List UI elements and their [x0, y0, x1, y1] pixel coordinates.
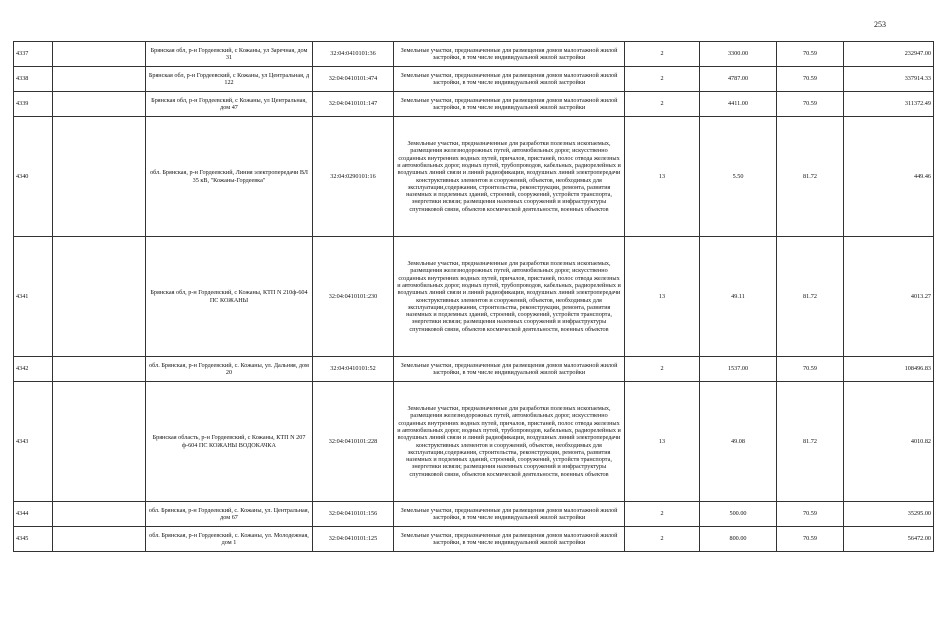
land-use-cell: Земельные участки, предназначенные для размещения домов малоэтажной жилой застройки, в том числе индивидуальной жилой застройки [394, 527, 625, 552]
cadastral-number-cell: 32:04:0410101:474 [313, 67, 394, 92]
cadastral-number-cell: 32:04:0410101:228 [313, 382, 394, 502]
land-use-cell: Земельные участки, предназначенные для размещения домов малоэтажной жилой застройки, в том числе индивидуальной жилой застройки [394, 67, 625, 92]
rate-cell: 81.72 [777, 117, 844, 237]
row-number: 4342 [14, 357, 53, 382]
category-cell: 2 [625, 527, 700, 552]
empty-cell [53, 237, 146, 357]
address-cell: Брянская обл, р-н Гордеевский, с Кожаны, КТП N 210ф-604 ПС КОЖАНЫ [146, 237, 313, 357]
address-cell: обл. Брянская, р-н Гордеевский, с. Кожаны, ул. Молодежная, дом 1 [146, 527, 313, 552]
table-row [14, 527, 934, 552]
land-use-cell: Земельные участки, предназначенные для размещения домов малоэтажной жилой застройки, в том числе индивидуальной жилой застройки [394, 92, 625, 117]
empty-cell [53, 502, 146, 527]
address-cell: Брянская обл, р-н Гордеевский, с Кожаны, ул Заречная, дом 31 [146, 42, 313, 67]
table-row [14, 92, 934, 117]
land-use-cell: Земельные участки, предназначенные для разработки полезных ископаемых, размещения железнодорожных путей, автомобильных дорог, искусственно созданных внутренних водных путей, причалов, пристаней, полос отвода железных и автомобильных дорог, водных путей, трубопроводов, кабельных, радиорелейных и воздушных линий связи и линий радиофикации, воздушных линий электропередачи конструктивных элементов и сооружений, объектов, необходимых для эксплуатации,содержания, строительства, реконструкции, ремонта, развития наземных и подземных зданий, строений, сооружений, устройств транспорта, энергетики исвязи; размещения наземных сооружений и инфраструктуры спутниковой связи, объектов космической деятельности, военных объектов [394, 382, 625, 502]
empty-cell [53, 117, 146, 237]
cadastral-number-cell: 32:04:0410101:125 [313, 527, 394, 552]
address-cell: обл. Брянская, р-н Гордеевский, с. Кожаны, ул. Дальняя, дом 20 [146, 357, 313, 382]
address-cell: Брянская область, р-н Гордеевский, с Кожаны, КТП N 207 ф-604 ПС КОЖАНЫ ВОДОКАЧКА [146, 382, 313, 502]
table-row [14, 502, 934, 527]
address-cell: обл. Брянская, р-н Гордеевский, с. Кожаны, ул. Центральная, дом 67 [146, 502, 313, 527]
rate-cell: 70.59 [777, 527, 844, 552]
row-number: 4344 [14, 502, 53, 527]
area-cell: 3300.00 [700, 42, 777, 67]
empty-cell [53, 527, 146, 552]
area-cell: 4411.00 [700, 92, 777, 117]
category-cell: 2 [625, 357, 700, 382]
cost-cell: 4010.82 [844, 382, 934, 502]
category-cell: 13 [625, 237, 700, 357]
land-use-cell: Земельные участки, предназначенные для размещения домов малоэтажной жилой застройки, в том числе индивидуальной жилой застройки [394, 357, 625, 382]
empty-cell [53, 382, 146, 502]
rate-cell: 70.59 [777, 357, 844, 382]
row-number: 4343 [14, 382, 53, 502]
area-cell: 4787.00 [700, 67, 777, 92]
cost-cell: 56472.00 [844, 527, 934, 552]
rate-cell: 70.59 [777, 92, 844, 117]
empty-cell [53, 357, 146, 382]
address-cell: Брянская обл, р-н Гордеевский, с Кожаны, ул Центральная, дом 47 [146, 92, 313, 117]
land-use-cell: Земельные участки, предназначенные для разработки полезных ископаемых, размещения железнодорожных путей, автомобильных дорог, искусственно созданных внутренних водных путей, причалов, пристаней, полос отвода железных и автомобильных дорог, водных путей, трубопроводов, кабельных, радиорелейных и воздушных линий связи и линий радиофикации, воздушных линий электропередачи конструктивных элементов и сооружений, объектов, необходимых для эксплуатации,содержания, строительства, реконструкции, ремонта, развития наземных и подземных зданий, строений, сооружений, устройств транспорта, энергетики исвязи; размещения наземных сооружений и инфраструктуры спутниковой связи, объектов космической деятельности, военных объектов [394, 237, 625, 357]
rate-cell: 81.72 [777, 237, 844, 357]
table-row [14, 237, 934, 357]
address-cell: обл. Брянская, р-н Гордеевский, Линия электропередачи ВЛ 35 кВ, "Кожаны-Гордеевка" [146, 117, 313, 237]
area-cell: 500.00 [700, 502, 777, 527]
cadastral-number-cell: 32:04:0410101:156 [313, 502, 394, 527]
cadastral-number-cell: 32:04:0410101:147 [313, 92, 394, 117]
area-cell: 800.00 [700, 527, 777, 552]
cost-cell: 108496.83 [844, 357, 934, 382]
land-use-cell: Земельные участки, предназначенные для размещения домов малоэтажной жилой застройки, в том числе индивидуальной жилой застройки [394, 42, 625, 67]
category-cell: 13 [625, 382, 700, 502]
rate-cell: 70.59 [777, 67, 844, 92]
row-number: 4341 [14, 237, 53, 357]
category-cell: 2 [625, 92, 700, 117]
table-row [14, 357, 934, 382]
row-number: 4337 [14, 42, 53, 67]
empty-cell [53, 42, 146, 67]
table-row [14, 67, 934, 92]
category-cell: 2 [625, 42, 700, 67]
cadastral-number-cell: 32:04:0410101:36 [313, 42, 394, 67]
row-number: 4339 [14, 92, 53, 117]
area-cell: 1537.00 [700, 357, 777, 382]
row-number: 4345 [14, 527, 53, 552]
row-number: 4338 [14, 67, 53, 92]
empty-cell [53, 92, 146, 117]
table-row [14, 42, 934, 67]
area-cell: 49.08 [700, 382, 777, 502]
rate-cell: 70.59 [777, 502, 844, 527]
category-cell: 13 [625, 117, 700, 237]
cost-cell: 337914.33 [844, 67, 934, 92]
cost-cell: 35295.00 [844, 502, 934, 527]
cadastral-number-cell: 32:04:0410101:52 [313, 357, 394, 382]
cadastral-number-cell: 32:04:0410101:230 [313, 237, 394, 357]
land-use-cell: Земельные участки, предназначенные для разработки полезных ископаемых, размещения железнодорожных путей, автомобильных дорог, искусственно созданных внутренних водных путей, причалов, пристаней, полос отвода железных и автомобильных дорог, водных путей, трубопроводов, кабельных, радиорелейных и воздушных линий связи и линий радиофикации, воздушных линий электропередачи конструктивных элементов и сооружений, объектов, необходимых для эксплуатации,содержания, строительства, реконструкции, ремонта, развития наземных и подземных зданий, строений, сооружений, устройств транспорта, энергетики исвязи; размещения наземных сооружений и инфраструктуры спутниковой связи, объектов космической деятельности, военных объектов [394, 117, 625, 237]
category-cell: 2 [625, 502, 700, 527]
area-cell: 5.50 [700, 117, 777, 237]
rate-cell: 81.72 [777, 382, 844, 502]
rate-cell: 70.59 [777, 42, 844, 67]
area-cell: 49.11 [700, 237, 777, 357]
land-use-cell: Земельные участки, предназначенные для размещения домов малоэтажной жилой застройки, в том числе индивидуальной жилой застройки [394, 502, 625, 527]
cost-cell: 4013.27 [844, 237, 934, 357]
address-cell: Брянская обл, р-н Гордеевский, с Кожаны, ул Центральная, д 122 [146, 67, 313, 92]
table-row [14, 382, 934, 502]
cost-cell: 449.46 [844, 117, 934, 237]
category-cell: 2 [625, 67, 700, 92]
row-number: 4340 [14, 117, 53, 237]
page-number: 253 [874, 20, 886, 29]
land-registry-table [13, 41, 934, 552]
table-row [14, 117, 934, 237]
cost-cell: 311372.49 [844, 92, 934, 117]
empty-cell [53, 67, 146, 92]
cost-cell: 232947.00 [844, 42, 934, 67]
cadastral-number-cell: 32:04:0290101:16 [313, 117, 394, 237]
